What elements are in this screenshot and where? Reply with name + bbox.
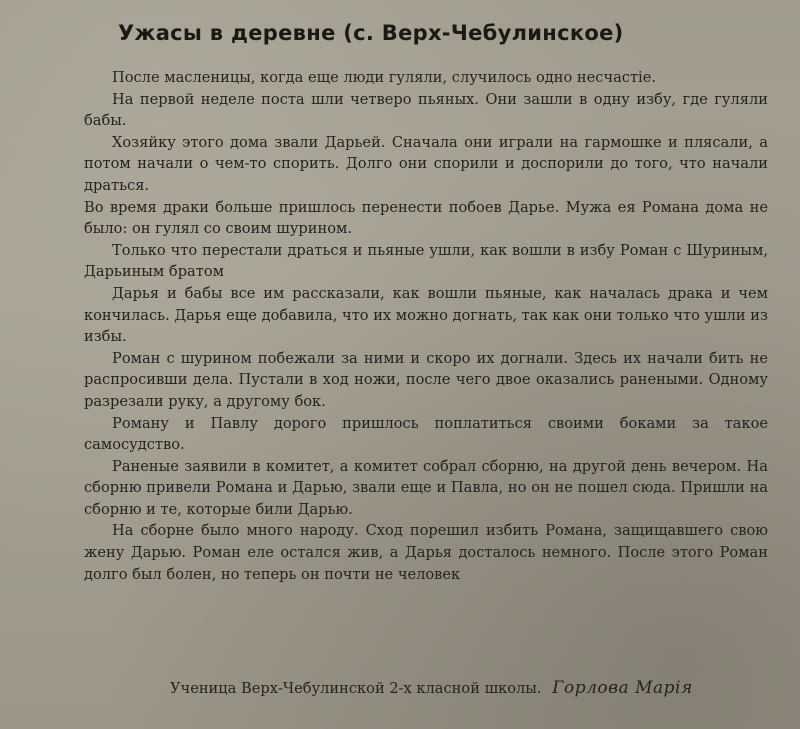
paragraph: Только что перестали драться и пьяные ушли, как вошли в избу Роман с Шуриным, Дарьиным братом — [84, 241, 768, 281]
article-signature — [170, 678, 770, 698]
signature-school: Ученица Верх-Чебулинской 2-х класной школы. — [170, 680, 542, 697]
paragraph: Раненые заявили в комитет, а комитет собрал сборню, на другой день вечером. На сборню привели Романа и Дарью, звали еще и Павла, но он не пошел сюда. Пришли на сборню и те, которые били Дарью. — [84, 457, 768, 518]
paragraph: На первой неделе поста шли четверо пьяных. Они зашли в одну избу, где гуляли бабы. — [84, 90, 768, 130]
paragraph: Роману и Павлу дорого пришлось поплатиться своими боками за такое самосудство. — [84, 414, 768, 454]
paragraph: После масленицы, когда еще люди гуляли, случилось одно несчастіе. — [112, 69, 656, 86]
article-body — [84, 67, 768, 585]
paragraph: Роман с шурином побежали за ними и скоро их догнали. Здесь их начали бить не распросивши дела. Пустали в ход ножи, после чего двое оказались ранеными. Одному разрезали руку, а другому бок. — [84, 349, 768, 410]
paragraph: Дарья и бабы все им рассказали, как вошли пьяные, как началась драка и чем кончилась. Дарья еще добавила, что их можно догнать, так как они только что ушли из избы. — [84, 284, 768, 346]
signature-author: Горлова Марія — [552, 678, 693, 698]
article-title: Ужасы в деревне (с. Верх-Чебулинское) — [118, 21, 624, 45]
paragraph: Хозяйку этого дома звали Дарьей. Сначала они играли на гармошке и плясали, а потом начали о чем-то спорить. Долго они спорили и доспорили до того, что начали драться. — [84, 133, 768, 194]
paragraph: На сборне было много народу. Сход порешил избить Романа, защищавшего свою жену Дарью. Роман еле остался жив, а Дарья досталось немного. После этого Роман долго был болен, но теперь он почти не человек — [84, 522, 768, 583]
paragraph: Во время драки больше пришлось перенести побоев Дарье. Мужа ея Романа дома не было: он гулял со своим шурином. — [84, 198, 768, 238]
